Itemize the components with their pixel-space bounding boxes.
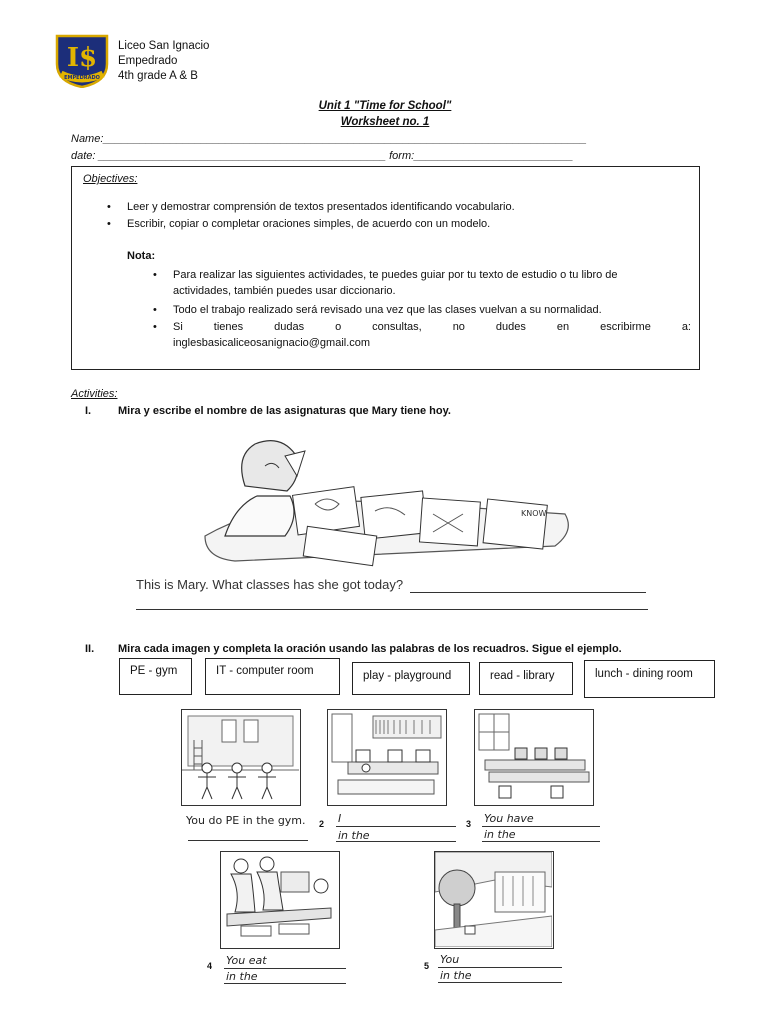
- item-number: 5: [424, 961, 430, 971]
- word-box: IT - computer room: [205, 658, 340, 695]
- item-number: 4: [207, 961, 213, 971]
- nota-item: • Para realizar las siguientes actividades, te puedes guiar por tu texto de estudio o tu libro de: [173, 267, 618, 284]
- section1-number: I.: [85, 405, 92, 417]
- answer-line[interactable]: [410, 592, 646, 593]
- answer-line[interactable]: [482, 841, 600, 842]
- objective-item: • Leer y demostrar comprensión de textos presentados identificando vocabulario.: [127, 199, 515, 216]
- nota-item: • Todo el trabajo realizado será revisado una vez que las clases vuelvan a su normalidad.: [173, 302, 602, 319]
- school-city: Empedrado: [118, 55, 178, 67]
- svg-text:EMPEDRADO: EMPEDRADO: [64, 75, 100, 81]
- example-sentence: You do PE in the gym.: [186, 814, 306, 827]
- section1-instruction: Mira y escribe el nombre de las asignaturas que Mary tiene hoy.: [118, 405, 451, 417]
- answer-line[interactable]: [438, 982, 562, 983]
- answer-line[interactable]: [336, 826, 456, 827]
- answer-line[interactable]: [438, 967, 562, 968]
- dining-room-picture: [220, 851, 340, 949]
- objectives-box: [71, 166, 700, 370]
- item-line2: in the: [226, 970, 258, 983]
- gym-picture: [181, 709, 301, 806]
- objective-item: • Escribir, copiar o completar oraciones simples, de acuerdo con un modelo.: [127, 216, 490, 233]
- school-info: [118, 39, 209, 84]
- section2-number: II.: [85, 643, 95, 655]
- answer-line[interactable]: [224, 983, 346, 984]
- playground-picture: [434, 851, 554, 949]
- word-box: PE - gym: [119, 658, 192, 695]
- worksheet-title: Worksheet no. 1: [340, 116, 430, 128]
- nota-item: • Si tienes dudas o consultas, no dudes en escribirme a:: [173, 319, 691, 336]
- item-line1: You have: [484, 812, 534, 825]
- item-line2: in the: [338, 829, 370, 842]
- mary-illustration: [195, 436, 575, 571]
- unit-title: Unit 1 "Time for School": [318, 100, 452, 112]
- word-box: play - playground: [352, 662, 470, 695]
- school-grade: 4th grade A & B: [118, 70, 198, 82]
- school-logo: [53, 34, 111, 88]
- answer-line[interactable]: [336, 841, 456, 842]
- answer-line[interactable]: [188, 840, 308, 841]
- svg-text:I$: I$: [66, 43, 98, 73]
- item-line2: in the: [484, 828, 516, 841]
- item-number: 3: [466, 819, 472, 829]
- computer-lab-picture: [474, 709, 594, 806]
- objectives-title: Objectives:: [83, 173, 138, 185]
- item-number: 2: [319, 819, 325, 829]
- school-name: Liceo San Ignacio: [118, 40, 210, 52]
- word-box: read - library: [479, 662, 573, 695]
- item-line1: You eat: [226, 954, 267, 967]
- nota-item-cont: actividades, también puedes usar diccionario.: [173, 285, 396, 297]
- name-field[interactable]: Name:_______________________________________________________________________________: [71, 133, 587, 145]
- word-box: lunch - dining room: [584, 660, 715, 698]
- item-line1: You: [440, 953, 460, 966]
- item-line2: in the: [440, 969, 472, 982]
- contact-email: inglesbasicaliceosanignacio@gmail.com: [173, 337, 371, 349]
- item-line1: I: [338, 812, 342, 825]
- mary-question: This is Mary. What classes has she got today?: [136, 577, 404, 592]
- section2-instruction: Mira cada imagen y completa la oración usando las palabras de los recuadros. Sigue el ejemplo.: [118, 643, 622, 655]
- activities-label: Activities:: [71, 388, 118, 400]
- date-form-field[interactable]: date: _______________________________________________ form:__________________________: [71, 150, 574, 162]
- svg-text:KNOW: KNOW: [521, 509, 547, 518]
- computer-room-picture: [327, 709, 447, 806]
- answer-line[interactable]: [482, 826, 600, 827]
- nota-label: Nota:: [127, 250, 156, 262]
- answer-line[interactable]: [224, 968, 346, 969]
- answer-line[interactable]: [136, 609, 648, 610]
